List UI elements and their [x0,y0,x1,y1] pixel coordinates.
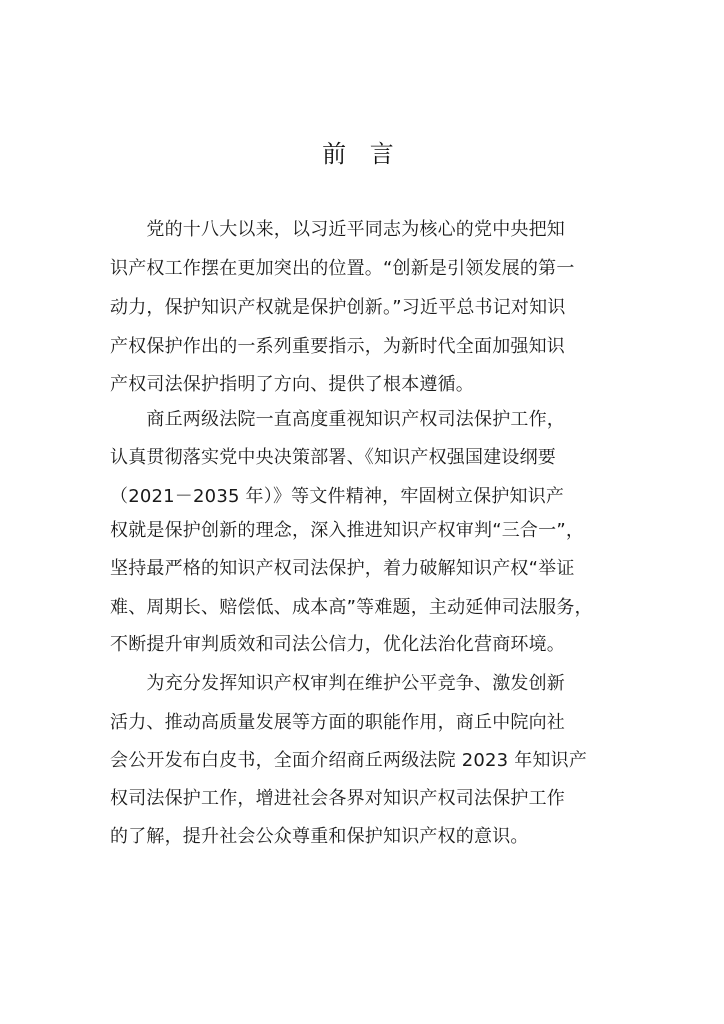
paragraph-2-line-6: 难、周期长、赔偿低、成本高”等难题，主动延伸司法服务， [110,597,593,618]
paragraph-2-line-4: 权就是保护创新的理念，深入推进知识产权审判“三合一”， [110,520,585,541]
paragraph-3-line-1: 为充分发挥知识产权审判在维护公平竞争、激发创新 [110,673,565,694]
paragraph-2-line-3: （2021－2035 年）》等文件精神，牢固树立保护知识产 [110,486,565,507]
paragraph-3-line-5: 的了解，提升社会公众尊重和保护知识产权的意识。 [110,826,529,847]
paragraph-2-line-7: 不断提升审判质效和司法公信力，优化法治化营商环境。 [110,634,565,655]
page-title: 前 言 [322,140,402,168]
paragraph-1-line-5: 产权司法保护指明了方向、提供了根本遵循。 [110,374,474,395]
paragraph-1-line-3: 动力，保护知识产权就是保护创新。”习近平总书记对知识 [110,297,566,318]
paragraph-1-line-4: 产权保护作出的一系列重要指示，为新时代全面加强知识 [110,336,565,357]
paragraph-3-line-4: 权司法保护工作，增进社会各界对知识产权司法保护工作 [110,788,565,809]
paragraph-2-line-5: 坚持最严格的知识产权司法保护，着力破解知识产权“举证 [110,558,575,579]
paragraph-2-line-1: 商丘两级法院一直高度重视知识产权司法保护工作， [110,409,565,430]
paragraph-1-line-1: 党的十八大以来，以习近平同志为核心的党中央把知 [110,219,565,240]
paragraph-3-line-3: 会公开发布白皮书，全面介绍商丘两级法院 2023 年知识产 [110,750,588,771]
paragraph-1-line-2: 识产权工作摆在更加突出的位置。“创新是引领发展的第一 [110,258,575,279]
paragraph-2-line-2: 认真贯彻落实党中央决策部署、《知识产权强国建设纲要 [110,447,556,468]
paragraph-3-line-2: 活力、推动高质量发展等方面的职能作用，商丘中院向社 [110,712,565,733]
